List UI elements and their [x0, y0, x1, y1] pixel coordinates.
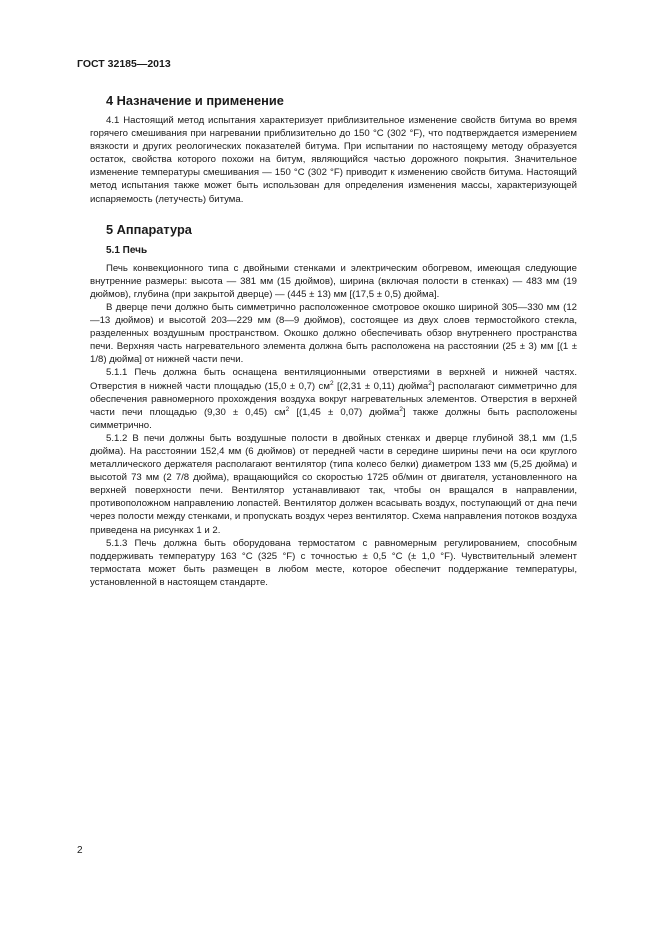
text-run: [(2,31 ± 0,11) дюйма — [333, 380, 429, 392]
section-4-title: 4 Назначение и применение — [106, 93, 284, 108]
section-5-title: 5 Аппаратура — [106, 221, 192, 237]
text-run: ] располагают симметрично для обеспечения равномерного прохождения воздуха вокруг нагревательных элементов. Отверстия в верхней части печи площадью (9,30 ± 0,45) см — [90, 380, 577, 418]
text-run: [(1,45 ± 0,07) дюйма — [289, 406, 400, 418]
text-run: ] также должны быть расположены симметрично. — [90, 406, 577, 431]
page-number: 2 — [77, 845, 83, 856]
section-5-1-1-paragraph — [90, 366, 577, 431]
section-4-paragraph-1: 4.1 Настоящий метод испытания характеризует приблизительное изменение свойств битума во время горячего смешивания при нагревании приблизительно до 150 °C (302 °F), что подтверждается измерением вязкости и других реологических показателей битума. При испытании по настоящему методу образуется остаток, свойства которого похожи на битум, являющийся частью дорожного покрытия. Значительное изменение температуры смешивания — 150 °C (302 °F) приводит к изменению свойств битума. Настоящий метод испытания также может быть использован для определения изменения массы, характеризующей испаряемость (летучесть) битума. — [90, 115, 577, 205]
superscript: 2 — [399, 405, 403, 413]
section-5-1-3-paragraph: 5.1.3 Печь должна быть оборудована термостатом с равномерным регулированием, способным поддерживать температуру 163 °C (325 °F) с точностью ± 0,5 °C (± 1,0 °F). Чувствительный элемент термостата может быть размещен в любом месте, которое обеспечит поддержание температуры, установленной в настоящем стандарте. — [90, 537, 577, 588]
superscript: 2 — [285, 405, 290, 413]
document-code-header: ГОСТ 32185—2013 — [77, 58, 171, 70]
document-body — [90, 92, 577, 589]
section-5-paragraph-1: Печь конвекционного типа с двойными стенками и электрическим обогревом, имеющая следующие внутренние размеры: высота — 381 мм (15 дюймов), ширина (включая полости в стенках) — 483 мм (19 дюймов), глубина (при закрытой дверце) — (445 ± 13) мм [(17,5 ± 0,5) дюйма]. — [90, 262, 577, 300]
section-5-paragraph-2: В дверце печи должно быть симметрично расположенное смотровое окошко шириной 305—330 мм (12—13 дюймов) и высотой 203—229 мм (8—9 дюймов), состоящее из двух слоев термостойкого стекла, разделенных воздушным пространством. Окошко должно обеспечивать обзор внутреннего пространства печи. Верхняя часть нагревательного элемента должна быть расположена на расстоянии (25 ± 3) мм [(1 ± 1/8) дюйма] от нижней части печи. — [90, 301, 577, 366]
superscript: 2 — [329, 379, 334, 387]
superscript: 2 — [428, 379, 432, 387]
section-5-1-2-paragraph: 5.1.2 В печи должны быть воздушные полости в двойных стенках и дверце глубиной 38,1 мм (1,5 дюйма). На расстоянии 152,4 мм (6 дюймов) от передней части в середине ширины печи на оси круглого металлического держателя располагают вентилятор (типа колесо белки) диаметром 133 мм (5,25 дюйма) и высотой 73 мм (2 7/8 дюйма), вращающийся со скоростью 1725 об/мин от двигателя, установленного на верхней поверхности печи. Вентилятор устанавливают так, чтобы он вращался в направлении, противоположном направлению лопастей. Вентилятор должен всасывать воздух, поступающий от дна печи через полости между стенками, и пропускать воздух через вентилятор. Схема направления потоков воздуха приведена на рисунках 1 и 2. — [90, 432, 577, 536]
subsection-5-1-title: 5.1 Печь — [106, 244, 148, 256]
text-run: 5.1.1 Печь должна быть оснащена вентиляционными отверстиями в верхней и нижней частях. Отверстия в нижней части площадью (15,0 ± 0,7) см — [90, 367, 577, 392]
